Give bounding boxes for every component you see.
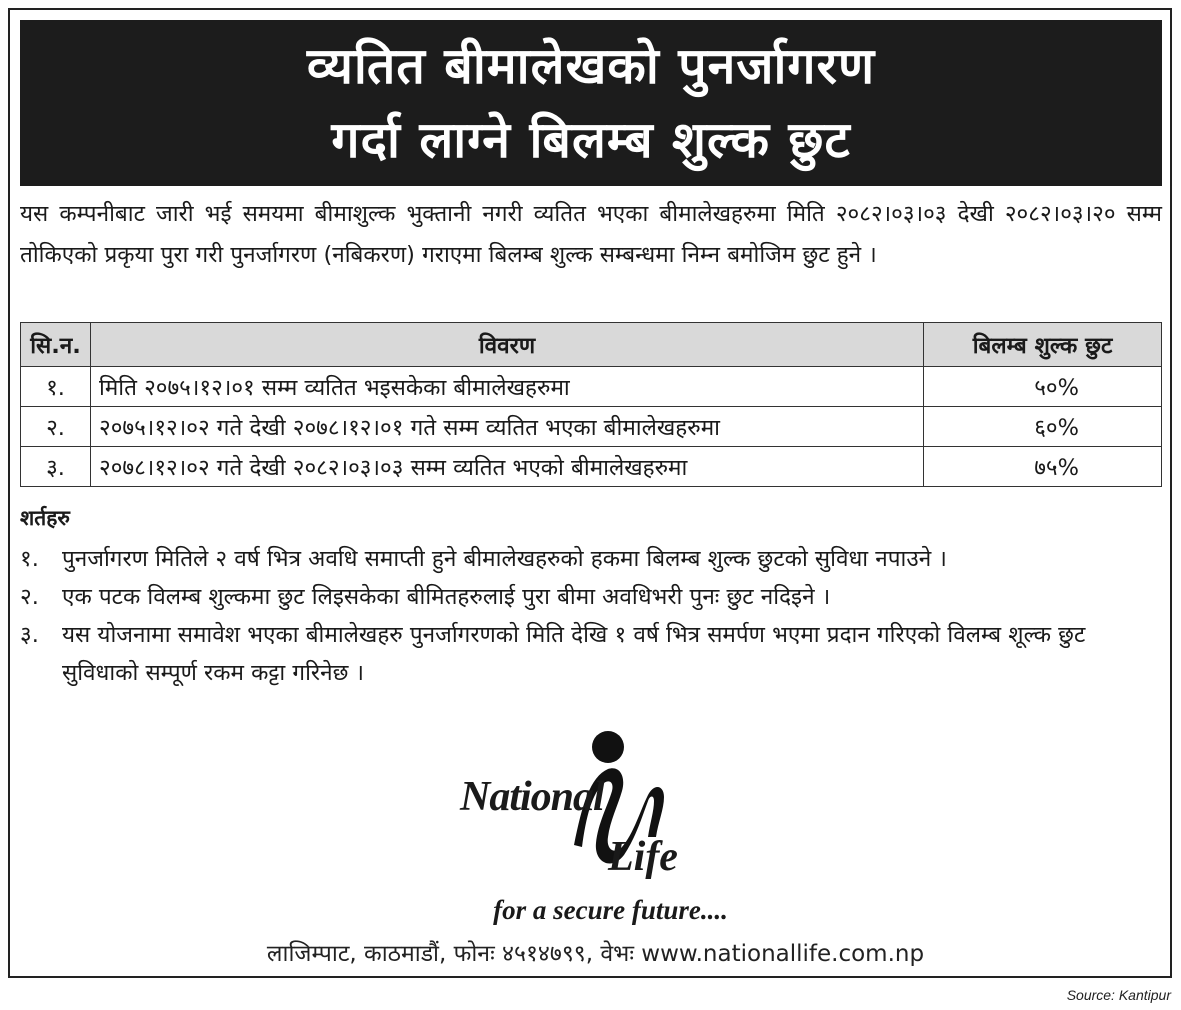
table-row xyxy=(21,367,1162,407)
condition-item xyxy=(20,578,1162,616)
row-discount: ५०% xyxy=(924,367,1162,407)
row-description: २०७८।१२।०२ गते देखी २०८२।०३।०३ सम्म व्यतित भएको बीमालेखहरुमा xyxy=(91,447,924,487)
condition-number: २. xyxy=(20,584,39,610)
row-description: मिति २०७५।१२।०१ सम्म व्यतित भइसकेका बीमालेखहरुमा xyxy=(91,367,924,407)
header-discount: बिलम्ब शुल्क छुट xyxy=(924,323,1162,367)
tagline: for a secure future.... xyxy=(493,895,728,925)
title-line-1: व्यतित बीमालेखको पुनर्जागरण xyxy=(306,37,876,95)
header-description: विवरण xyxy=(91,323,924,367)
condition-text: एक पटक विलम्ब शुल्कमा छुट लिइसकेका बीमितहरुलाई पुरा बीमा अवधिभरी पुनः छुट नदिइने । xyxy=(62,584,831,610)
row-serial: ३. xyxy=(21,447,91,487)
discount-table xyxy=(20,322,1162,487)
conditions-heading: शर्तहरु xyxy=(20,506,70,530)
conditions-section xyxy=(20,502,1162,692)
table-row xyxy=(21,407,1162,447)
source-credit: Source: Kantipur xyxy=(1066,987,1171,1003)
table-row xyxy=(21,447,1162,487)
row-serial: १. xyxy=(21,367,91,407)
condition-number: ३. xyxy=(20,622,39,648)
intro-paragraph: यस कम्पनीबाट जारी भई समयमा बीमाशुल्क भुक्तानी नगरी व्यतित भएका बीमालेखहरुमा मिति २०८२।०३।०३ देखी २०८२।०३।२० सम्म तोकिएको प्रकृया पुरा गरी पुनर्जागरण (नबिकरण) गराएमा बिलम्ब शुल्क सम्बन्धमा निम्न बमोजिम छुट हुने । xyxy=(20,201,1162,268)
row-description: २०७५।१२।०२ गते देखी २०७८।१२।०१ गते सम्म व्यतित भएका बीमालेखहरुमा xyxy=(91,407,924,447)
condition-text: पुनर्जागरण मितिले २ वर्ष भित्र अवधि समाप्ती हुने बीमालेखहरुको हकमा बिलम्ब शुल्क छुटको सुविधा नपाउने । xyxy=(62,546,947,572)
title-banner xyxy=(20,20,1162,186)
row-discount: ६०% xyxy=(924,407,1162,447)
contact-footer: लाजिम्पाट, काठमाडौं, फोनः ४५१४७९९, वेभः www.nationallife.com.np xyxy=(266,941,925,967)
national-life-logo xyxy=(458,725,688,895)
header-serial: सि.न. xyxy=(21,323,91,367)
condition-number: १. xyxy=(20,546,39,572)
condition-item xyxy=(20,540,1162,578)
condition-text: यस योजनामा समावेश भएका बीमालेखहरु पुनर्जागरणको मिति देखि १ वर्ष भित्र समर्पण भएमा प्रदान गरिएको विलम्ब शूल्क छुट सुविधाको सम्पूर्ण रकम कट्टा गरिनेछ । xyxy=(62,622,1086,686)
table-header-row xyxy=(21,323,1162,367)
logo-word-life: Life xyxy=(608,834,678,880)
title-line-2: गर्दा लाग्ने बिलम्ब शुल्क छुट xyxy=(331,111,851,169)
logo-word-national: National xyxy=(460,774,604,820)
row-discount: ७५% xyxy=(924,447,1162,487)
condition-item xyxy=(20,616,1162,692)
row-serial: २. xyxy=(21,407,91,447)
